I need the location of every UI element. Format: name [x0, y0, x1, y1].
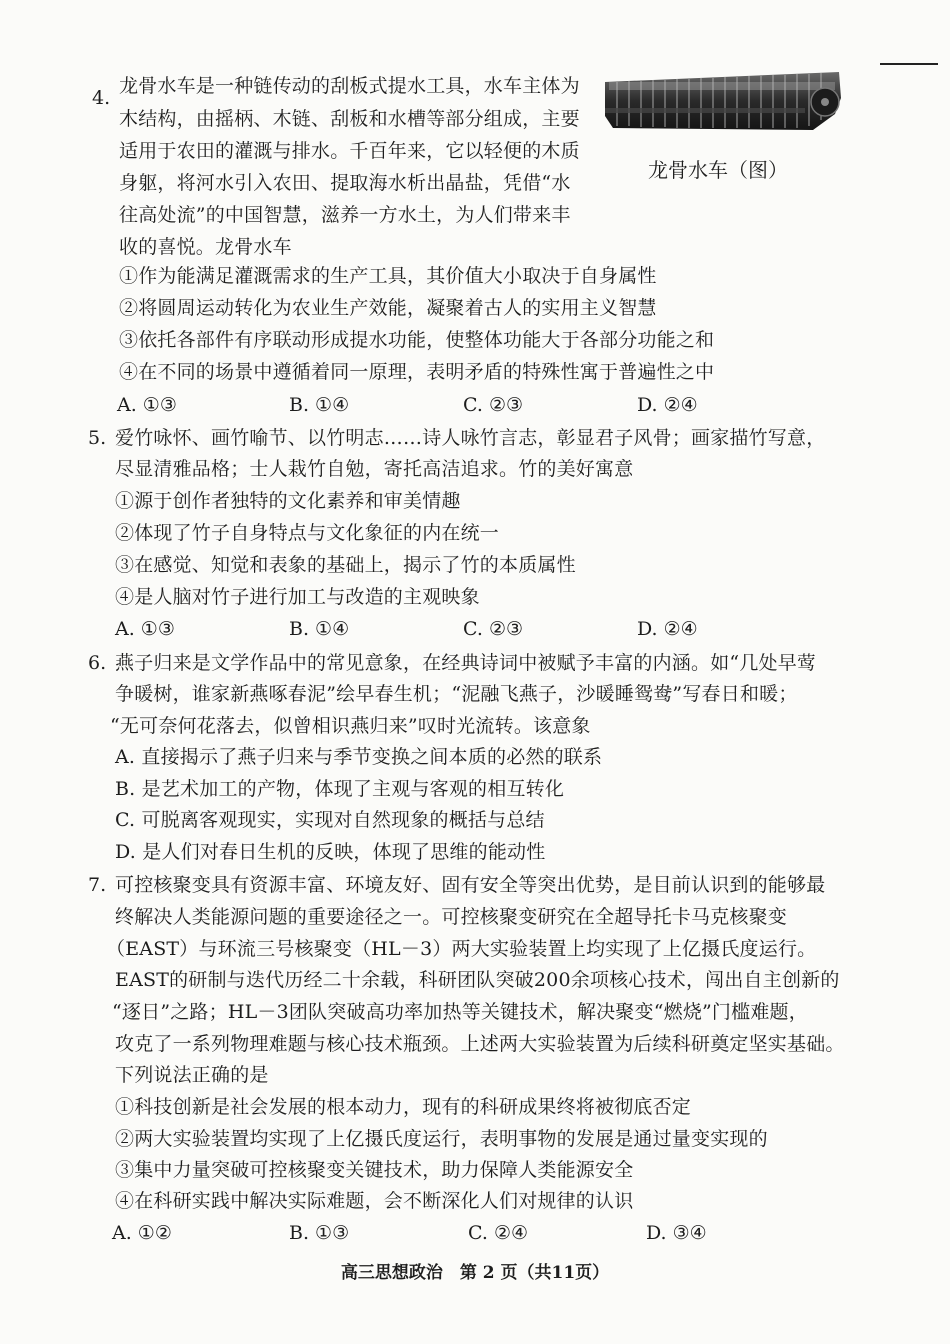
- q6-line: 燕子归来是文学作品中的常见意象，在经典诗词中被赋予丰富的内涵。如“几处早莺: [115, 652, 817, 674]
- q4-statement: ④在不同的场景中遵循着同一原理，表明矛盾的特殊性寓于普遍性之中: [119, 361, 715, 383]
- q5-statement: ③在感觉、知觉和表象的基础上，揭示了竹的本质属性: [115, 554, 576, 576]
- q7-line: 终解决人类能源问题的重要途径之一。可控核聚变研究在全超导托卡马克核聚变: [115, 906, 788, 928]
- q7-option-d: D. ③④: [646, 1222, 707, 1244]
- q4-line: 适用于农田的灌溉与排水。千百年来，它以轻便的木质: [119, 140, 580, 162]
- q7-line: “逐日”之路；HL－3团队突破高功率加热等关键技术，解决聚变“燃烧”门槛难题，: [112, 1001, 808, 1023]
- q6-choice-d: D. 是人们对春日生机的反映，体现了思维的能动性: [115, 841, 546, 863]
- q4-statement: ③依托各部件有序联动形成提水功能，使整体功能大于各部分功能之和: [119, 329, 715, 351]
- q7-option-c: C. ②④: [468, 1222, 529, 1244]
- q5-statement: ①源于创作者独特的文化素养和审美情趣: [115, 490, 461, 512]
- q5-option-d: D. ②④: [637, 618, 698, 640]
- q5-statement: ②体现了竹子自身特点与文化象征的内在统一: [115, 522, 500, 544]
- q5-statement: ④是人脑对竹子进行加工与改造的主观映象: [115, 586, 480, 608]
- q7-statement: ①科技创新是社会发展的根本动力，现有的科研成果终将被彻底否定: [115, 1096, 692, 1118]
- q4-line: 身躯，将河水引入农田、提取海水析出晶盐，凭借“水: [119, 172, 571, 194]
- q6-line: 争暖树，谁家新燕啄春泥”绘早春生机；“泥融飞燕子，沙暖睡鸳鸯”写春日和暖；: [115, 683, 798, 705]
- q5-option-b: B. ①④: [289, 618, 350, 640]
- q6-choice-b: B. 是艺术加工的产物，体现了主观与客观的相互转化: [115, 778, 565, 800]
- q6-choice-c: C. 可脱离客观现实，实现对自然现象的概括与总结: [115, 809, 545, 831]
- q4-line: 收的喜悦。龙骨水车: [119, 236, 292, 258]
- q7-statement: ②两大实验装置均实现了上亿摄氏度运行，表明事物的发展是通过量变实现的: [115, 1128, 768, 1150]
- q7-statement: ③集中力量突破可控核聚变关键技术，助力保障人类能源安全: [115, 1159, 634, 1181]
- q7-option-b: B. ①③: [289, 1222, 350, 1244]
- q7-statement: ④在科研实践中解决实际难题，会不断深化人们对规律的认识: [115, 1190, 634, 1212]
- q4-statement: ②将圆周运动转化为农业生产效能，凝聚着古人的实用主义智慧: [119, 297, 657, 319]
- q4-option-b: B. ①④: [289, 394, 350, 416]
- q4-line: 龙骨水车是一种链传动的刮板式提水工具，水车主体为: [119, 75, 580, 97]
- q5-option-c: C. ②③: [463, 618, 524, 640]
- q7-number: 7.: [88, 874, 107, 896]
- q7-line: EAST的研制与迭代历经二十余载，科研团队突破200余项核心技术，闯出自主创新的: [115, 969, 840, 991]
- q4-option-c: C. ②③: [463, 394, 524, 416]
- q7-line: 下列说法正确的是: [115, 1064, 269, 1086]
- q4-statement: ①作为能满足灌溉需求的生产工具，其价值大小取决于自身属性: [119, 265, 657, 287]
- q4-line: 木结构，由摇柄、木链、刮板和水槽等部分组成，主要: [119, 108, 580, 130]
- q4-number: 4.: [92, 87, 111, 109]
- q5-option-a: A. ①③: [115, 618, 175, 640]
- q4-line: 往高处流”的中国智慧，滋养一方水土，为人们带来丰: [119, 204, 571, 226]
- margin-line: [880, 63, 938, 65]
- q4-option-a: A. ①③: [117, 394, 177, 416]
- q5-number: 5.: [88, 427, 107, 449]
- q7-line: （EAST）与环流三号核聚变（HL－3）两大实验装置上均实现了上亿摄氏度运行。: [106, 938, 817, 960]
- q5-line: 尽显清雅品格；士人栽竹自勉，寄托高洁追求。竹的美好寓意: [115, 458, 634, 480]
- water-wheel-figure: [603, 68, 843, 134]
- q7-option-a: A. ①②: [112, 1222, 172, 1244]
- q6-choice-a: A. 直接揭示了燕子归来与季节变换之间本质的必然的联系: [115, 746, 603, 768]
- q7-line: 可控核聚变具有资源丰富、环境友好、固有安全等突出优势，是目前认识到的能够最: [115, 874, 826, 896]
- q7-line: 攻克了一系列物理难题与核心技术瓶颈。上述两大实验装置为后续科研奠定坚实基础。: [115, 1033, 845, 1055]
- q5-line: 爱竹咏怀、画竹喻节、以竹明志……诗人咏竹言志，彰显君子风骨；画家描竹写意，: [115, 427, 826, 449]
- q6-line: “无可奈何花落去，似曾相识燕归来”叹时光流转。该意象: [110, 715, 591, 737]
- q6-number: 6.: [88, 652, 107, 674]
- figure-caption: 龙骨水车（图）: [648, 158, 788, 182]
- q4-option-d: D. ②④: [637, 394, 698, 416]
- page-footer: 高三思想政治 第 2 页（共11页）: [340, 1263, 610, 1283]
